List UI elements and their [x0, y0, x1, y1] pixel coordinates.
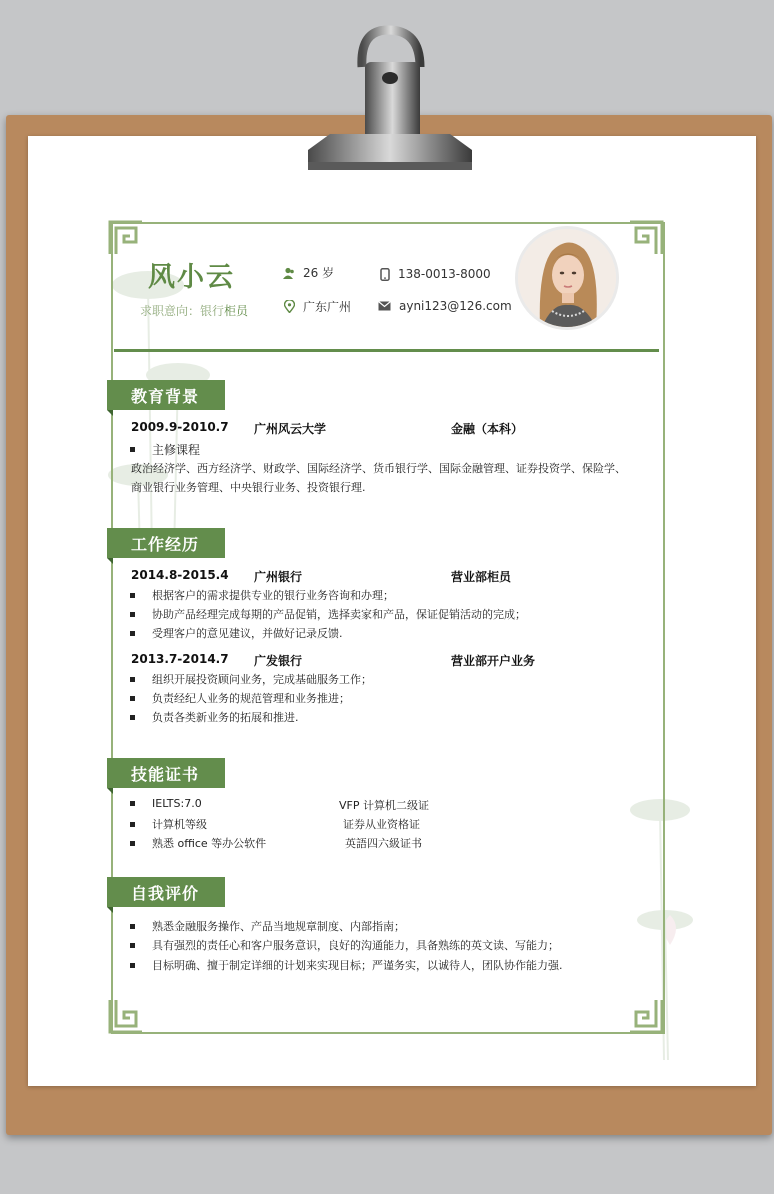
bullet [130, 822, 135, 827]
email-text[interactable]: ayni123@126.com [399, 299, 512, 313]
fret-corner-icon [108, 998, 144, 1034]
bullet [130, 677, 135, 682]
eval-text: 具有强烈的责任心和客户服务意识，良好的沟通能力，具备熟练的英文读、写能力； [152, 939, 559, 952]
portrait-image [518, 229, 616, 327]
header-divider [114, 349, 659, 352]
fret-corner-icon [628, 998, 664, 1034]
certificate-text: 英語四六級证书 [345, 837, 422, 850]
duty-item [130, 671, 372, 687]
duty-item [130, 709, 299, 725]
section-skills-title: 技能证书 [107, 758, 225, 788]
job-company: 广发银行 [254, 654, 303, 668]
bullet [130, 593, 135, 598]
location-text: 广东广州 [303, 300, 352, 314]
duty-item [130, 625, 343, 641]
eval-item [130, 918, 405, 934]
duty-text: 负责经纪人业务的规范管理和业务推进； [152, 692, 350, 705]
eval-item [130, 937, 559, 953]
email-info [378, 299, 512, 313]
person-icon [283, 267, 295, 279]
course-label-text: 主修课程 [152, 443, 201, 457]
course-list: 政治经济学、西方经济学、财政学、国际经济学、货币银行学、国际金融管理、证券投资学、保险学、商业银行业务管理、中央银行业务、投资银行理. [131, 462, 626, 494]
duty-text: 根据客户的需求提供专业的银行业务咨询和办理； [152, 589, 394, 602]
fret-corner-icon [628, 220, 664, 256]
job-period: 2013.7-2014.7 [131, 652, 229, 666]
fret-corner-icon [108, 220, 144, 256]
duty-text: 协助产品经理完成每期的产品促销，选择卖家和产品，保证促销活动的完成； [152, 608, 526, 621]
bullet [130, 801, 135, 806]
bullet [130, 841, 135, 846]
bullet [130, 631, 135, 636]
job-period: 2014.8-2015.4 [131, 568, 229, 582]
duty-item [130, 606, 526, 622]
job-intent-label: 求职意向：银行 [140, 304, 225, 318]
bullet [130, 924, 135, 929]
skill-text: 熟悉 office 等办公软件 [152, 837, 267, 850]
bullet [130, 963, 135, 968]
section-education-title: 教育背景 [107, 380, 225, 410]
age-info [283, 264, 334, 281]
bullet [130, 447, 135, 452]
section-self-eval-title: 自我评价 [107, 877, 225, 907]
bullet [130, 612, 135, 617]
course-label [130, 441, 200, 458]
certificate-text: 证券从业资格证 [343, 818, 420, 831]
skill-item [130, 816, 207, 832]
job-company: 广州银行 [254, 570, 303, 584]
bullet [130, 715, 135, 720]
binder-clip-icon [300, 22, 480, 182]
phone-text[interactable]: 138-0013-8000 [398, 267, 491, 281]
skill-item [130, 835, 266, 851]
candidate-name: 风小云 [148, 262, 235, 293]
age-text: 26 岁 [303, 266, 335, 280]
certificate-text: VFP 计算机二级证 [339, 799, 429, 812]
skill-text: IELTS:7.0 [152, 797, 202, 810]
phone-icon [380, 268, 390, 281]
edu-school: 广州风云大学 [254, 422, 327, 436]
duty-text: 受理客户的意见建议，并做好记录反馈. [152, 627, 343, 640]
duty-text: 负责各类新业务的拓展和推进. [152, 711, 299, 724]
job-intent-role: 柜员 [224, 304, 249, 318]
duty-item [130, 690, 350, 706]
profile-photo [515, 226, 619, 330]
eval-item [130, 957, 563, 973]
eval-text: 熟悉金融服务操作、产品当地规章制度、内部指南； [152, 920, 405, 933]
location-info [284, 298, 351, 315]
job-position: 营业部开户业务 [451, 654, 536, 668]
job-intent [140, 302, 248, 319]
edu-major: 金融（本科） [451, 422, 524, 436]
bullet [130, 696, 135, 701]
duty-item [130, 587, 394, 603]
skill-item [130, 797, 202, 810]
skill-text: 计算机等级 [152, 818, 207, 831]
job-position: 营业部柜员 [451, 570, 512, 584]
duty-text: 组织开展投资顾问业务，完成基础服务工作； [152, 673, 372, 686]
location-icon [284, 300, 295, 313]
eval-text: 目标明确、擅于制定详细的计划来实现目标；严谨务实，以诚待人，团队协作能力强. [152, 959, 563, 972]
edu-period: 2009.9-2010.7 [131, 420, 229, 434]
bullet [130, 943, 135, 948]
section-work-title: 工作经历 [107, 528, 225, 558]
mail-icon [378, 301, 391, 311]
phone-info [380, 267, 491, 281]
